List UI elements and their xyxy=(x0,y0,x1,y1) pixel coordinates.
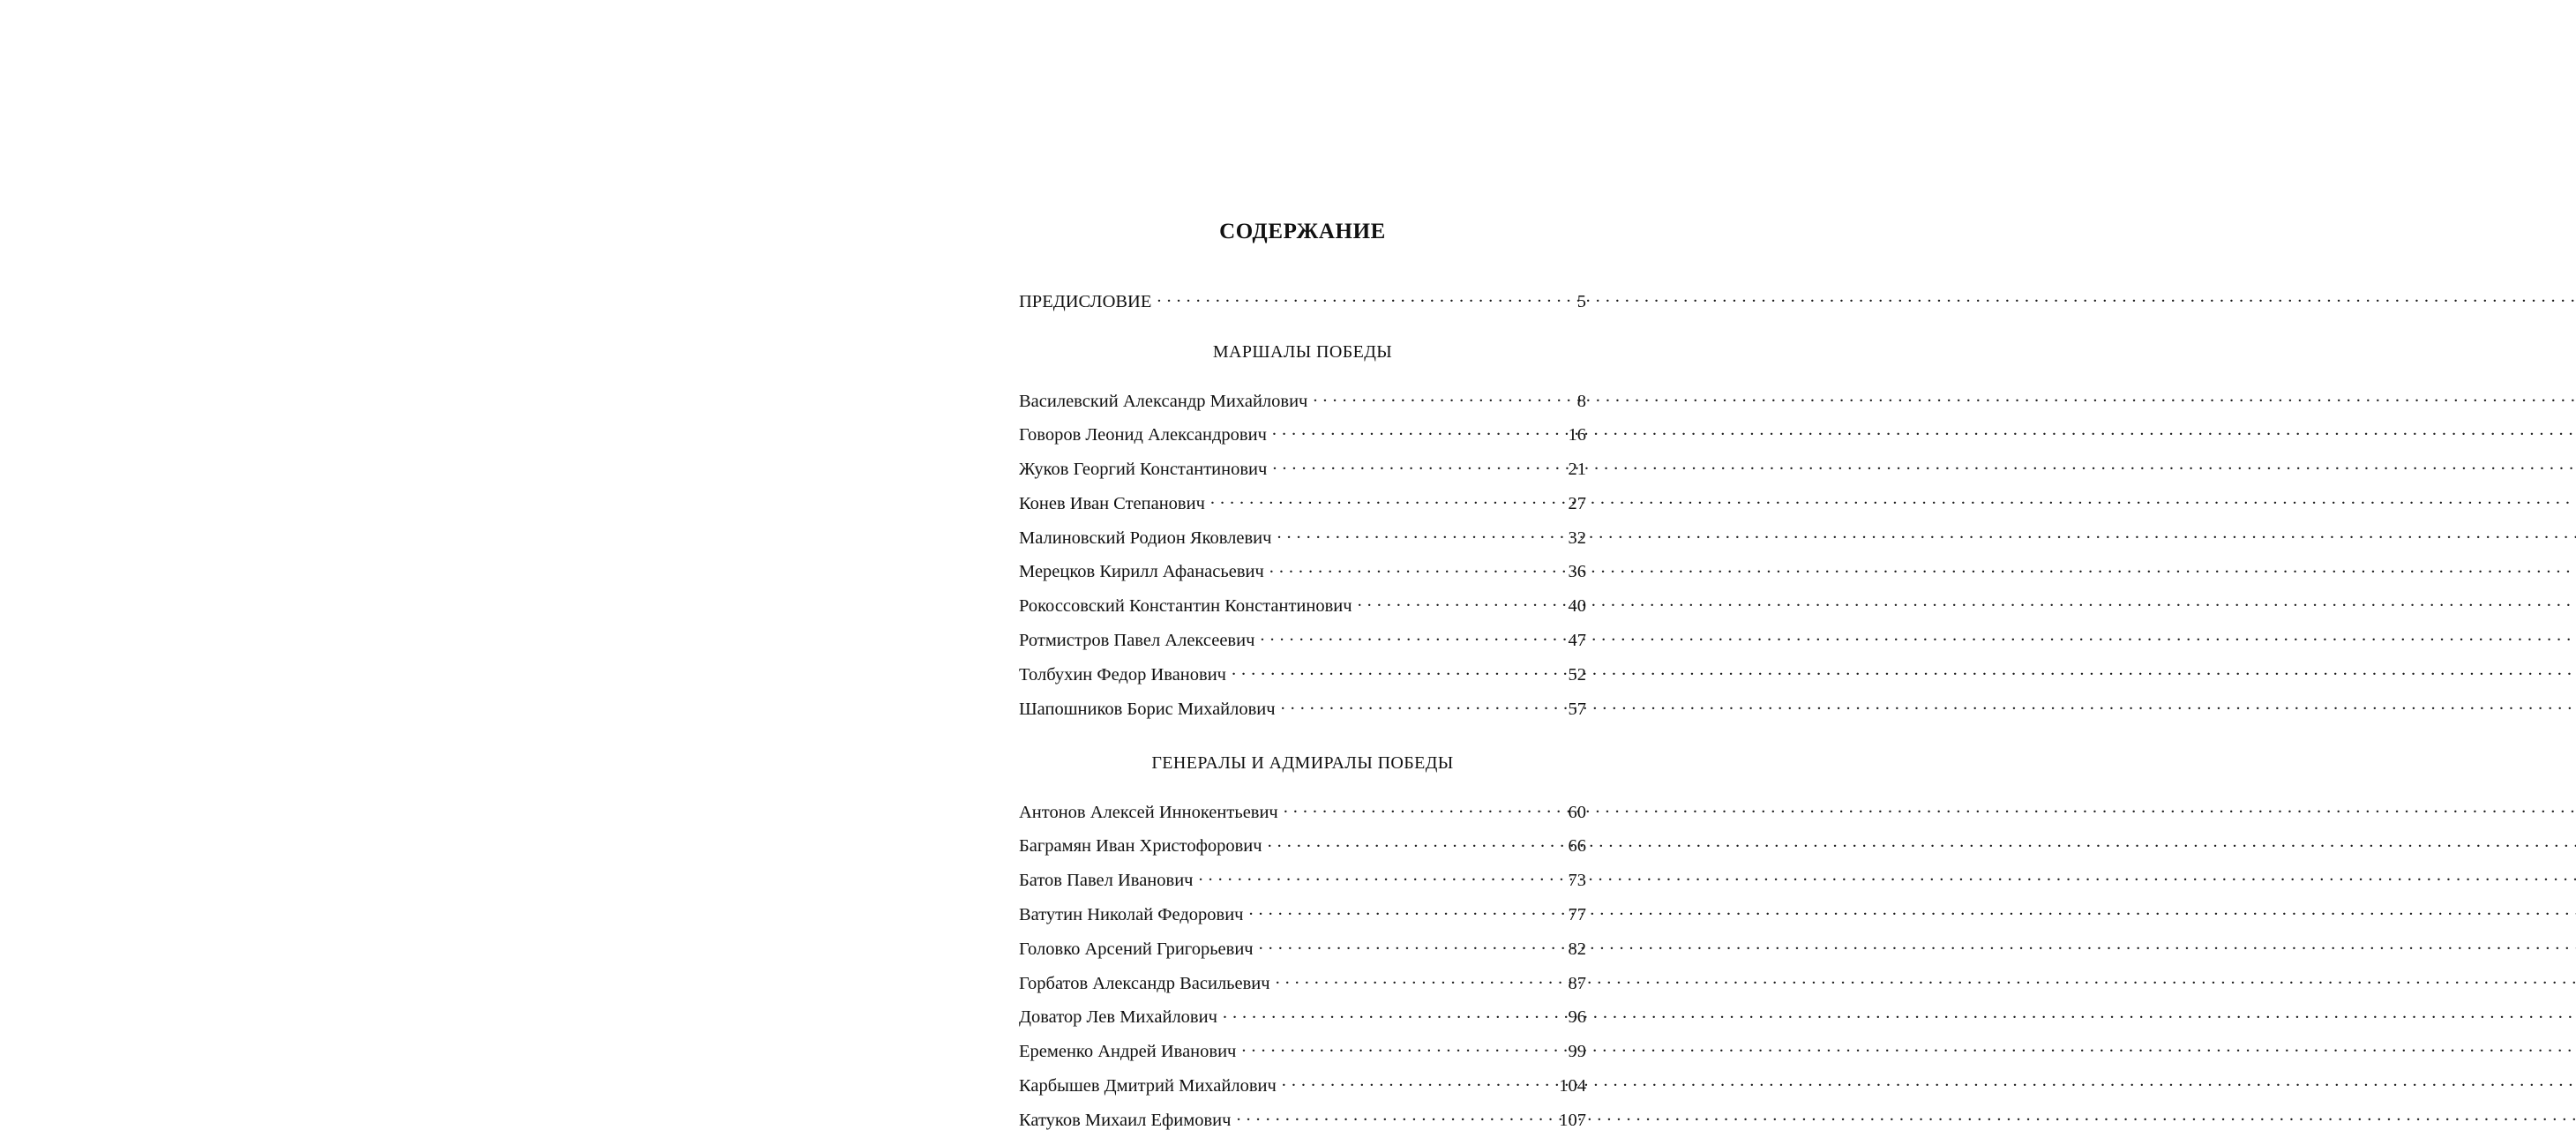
toc-entry[interactable] xyxy=(1019,696,1586,718)
dot-leader xyxy=(1223,1005,1568,1023)
toc-entry[interactable] xyxy=(1019,799,1586,821)
toc-entry[interactable] xyxy=(1019,1107,1586,1129)
section-heading-marshals: МАРШАЛЫ ПОБЕДЫ xyxy=(1212,342,1393,362)
toc-entry-label: Ротмистров Павел Алексеевич xyxy=(1019,631,1255,651)
toc-entry-label: ПРЕДИСЛОВИЕ xyxy=(1019,291,1152,311)
toc-entry-page-number: 5 xyxy=(1576,291,1586,311)
toc-entry-page-number: 82 xyxy=(1568,939,1586,959)
toc-entry[interactable] xyxy=(1019,1005,1586,1027)
toc-entry-label: Катуков Михаил Ефимович xyxy=(1019,1110,1232,1130)
dot-leader xyxy=(1157,288,1576,307)
toc-entry-page-number: 47 xyxy=(1568,631,1586,651)
toc-entry-page-number: 16 xyxy=(1568,425,1586,445)
toc-entry-label: Еременко Андрей Иванович xyxy=(1019,1042,1237,1062)
toc-entry-page-number: 27 xyxy=(1568,493,1586,513)
dot-leader xyxy=(1281,696,1568,715)
toc-entry[interactable] xyxy=(1019,902,1586,924)
toc-entry-page-number: 77 xyxy=(1568,905,1586,925)
toc-entry-label: Головко Арсений Григорьевич xyxy=(1019,939,1254,959)
toc-entry[interactable] xyxy=(1019,594,1586,616)
toc-entry-preface[interactable] xyxy=(1019,288,1586,311)
dot-leader xyxy=(1282,1074,1558,1092)
toc-entry-label: Горбатов Александр Васильевич xyxy=(1019,973,1270,993)
toc-entry-label: Василевский Александр Михайлович xyxy=(1019,391,1308,411)
dot-leader xyxy=(1199,868,1568,887)
dot-leader xyxy=(1248,902,1567,921)
toc-entry-label: Шапошников Борис Михайлович xyxy=(1019,699,1276,719)
toc-entry-label: Рокоссовский Константин Константинович xyxy=(1019,596,1352,617)
toc-entry[interactable] xyxy=(1019,559,1586,581)
dot-leader xyxy=(1268,834,1568,852)
toc-entry-page-number: 99 xyxy=(1568,1042,1586,1062)
toc-entry[interactable] xyxy=(1019,525,1586,547)
toc-entry-page-number: 73 xyxy=(1568,871,1586,891)
dot-leader xyxy=(1259,936,1568,954)
toc-entry-page-number: 57 xyxy=(1568,699,1586,719)
toc-entry[interactable] xyxy=(1019,628,1586,650)
toc-entry[interactable] xyxy=(1019,388,1586,410)
toc-entry-page-number: 40 xyxy=(1568,596,1586,617)
dot-leader xyxy=(1284,799,1568,818)
dot-leader xyxy=(1236,1107,1558,1126)
toc-entry-page-number: 36 xyxy=(1568,562,1586,582)
toc-entry[interactable] xyxy=(1019,490,1586,513)
toc-entry-label: Малиновский Родион Яковлевич xyxy=(1019,528,1272,548)
toc-entry[interactable] xyxy=(1019,662,1586,684)
dot-leader xyxy=(1358,594,1568,612)
toc-entry-label: Толбухин Федор Иванович xyxy=(1019,664,1226,685)
toc-entry-page-number: 104 xyxy=(1559,1076,1586,1096)
toc-entry-page-number: 52 xyxy=(1568,664,1586,685)
toc-page xyxy=(891,0,1685,1130)
toc-entry-page-number: 66 xyxy=(1568,836,1586,857)
toc-entry-label: Ватутин Николай Федорович xyxy=(1019,905,1244,925)
dot-leader xyxy=(1277,525,1567,543)
dot-leader xyxy=(1313,388,1576,407)
toc-entry[interactable] xyxy=(1019,1039,1586,1061)
dot-leader xyxy=(1269,559,1568,578)
toc-entry-page-number: 8 xyxy=(1576,391,1586,411)
toc-list-marshals xyxy=(1019,388,1586,718)
page-title: СОДЕРЖАНИЕ xyxy=(1219,220,1386,243)
toc-entry[interactable] xyxy=(1019,1074,1586,1096)
toc-entry-page-number: 32 xyxy=(1568,528,1586,548)
toc-list-generals xyxy=(1019,799,1586,1129)
toc-entry[interactable] xyxy=(1019,423,1586,445)
toc-entry-label: Доватор Лев Михайлович xyxy=(1019,1007,1217,1028)
toc-entry-label: Конев Иван Степанович xyxy=(1019,493,1205,513)
toc-entry[interactable] xyxy=(1019,868,1586,890)
dot-leader xyxy=(1272,423,1568,441)
toc-entry-page-number: 60 xyxy=(1568,802,1586,822)
toc-entry-page-number: 107 xyxy=(1559,1110,1586,1130)
toc-entry-page-number: 96 xyxy=(1568,1007,1586,1028)
toc-entry[interactable] xyxy=(1019,970,1586,992)
dot-leader xyxy=(1241,1039,1567,1058)
toc-entry-page-number: 21 xyxy=(1568,460,1586,480)
section-heading-generals: ГЕНЕРАЛЫ И АДМИРАЛЫ ПОБЕДЫ xyxy=(1151,753,1454,774)
toc-entry[interactable] xyxy=(1019,834,1586,856)
toc-entry[interactable] xyxy=(1019,457,1586,479)
toc-entry-label: Говоров Леонид Александрович xyxy=(1019,425,1267,445)
toc-entry-label: Батов Павел Иванович xyxy=(1019,871,1194,891)
toc-entry-page-number: 87 xyxy=(1568,973,1586,993)
toc-content xyxy=(1019,0,1586,1129)
dot-leader xyxy=(1272,457,1567,475)
toc-entry-label: Баграмян Иван Христофорович xyxy=(1019,836,1262,857)
dot-leader xyxy=(1260,628,1567,647)
dot-leader xyxy=(1210,490,1568,509)
toc-entry-label: Карбышев Дмитрий Михайлович xyxy=(1019,1076,1277,1096)
toc-entry[interactable] xyxy=(1019,936,1586,958)
toc-entry-label: Антонов Алексей Иннокентьевич xyxy=(1019,802,1278,822)
toc-entry-label: Мерецков Кирилл Афанасьевич xyxy=(1019,562,1264,582)
toc-entry-label: Жуков Георгий Константинович xyxy=(1019,460,1268,480)
dot-leader xyxy=(1276,970,1568,989)
dot-leader xyxy=(1232,662,1568,680)
